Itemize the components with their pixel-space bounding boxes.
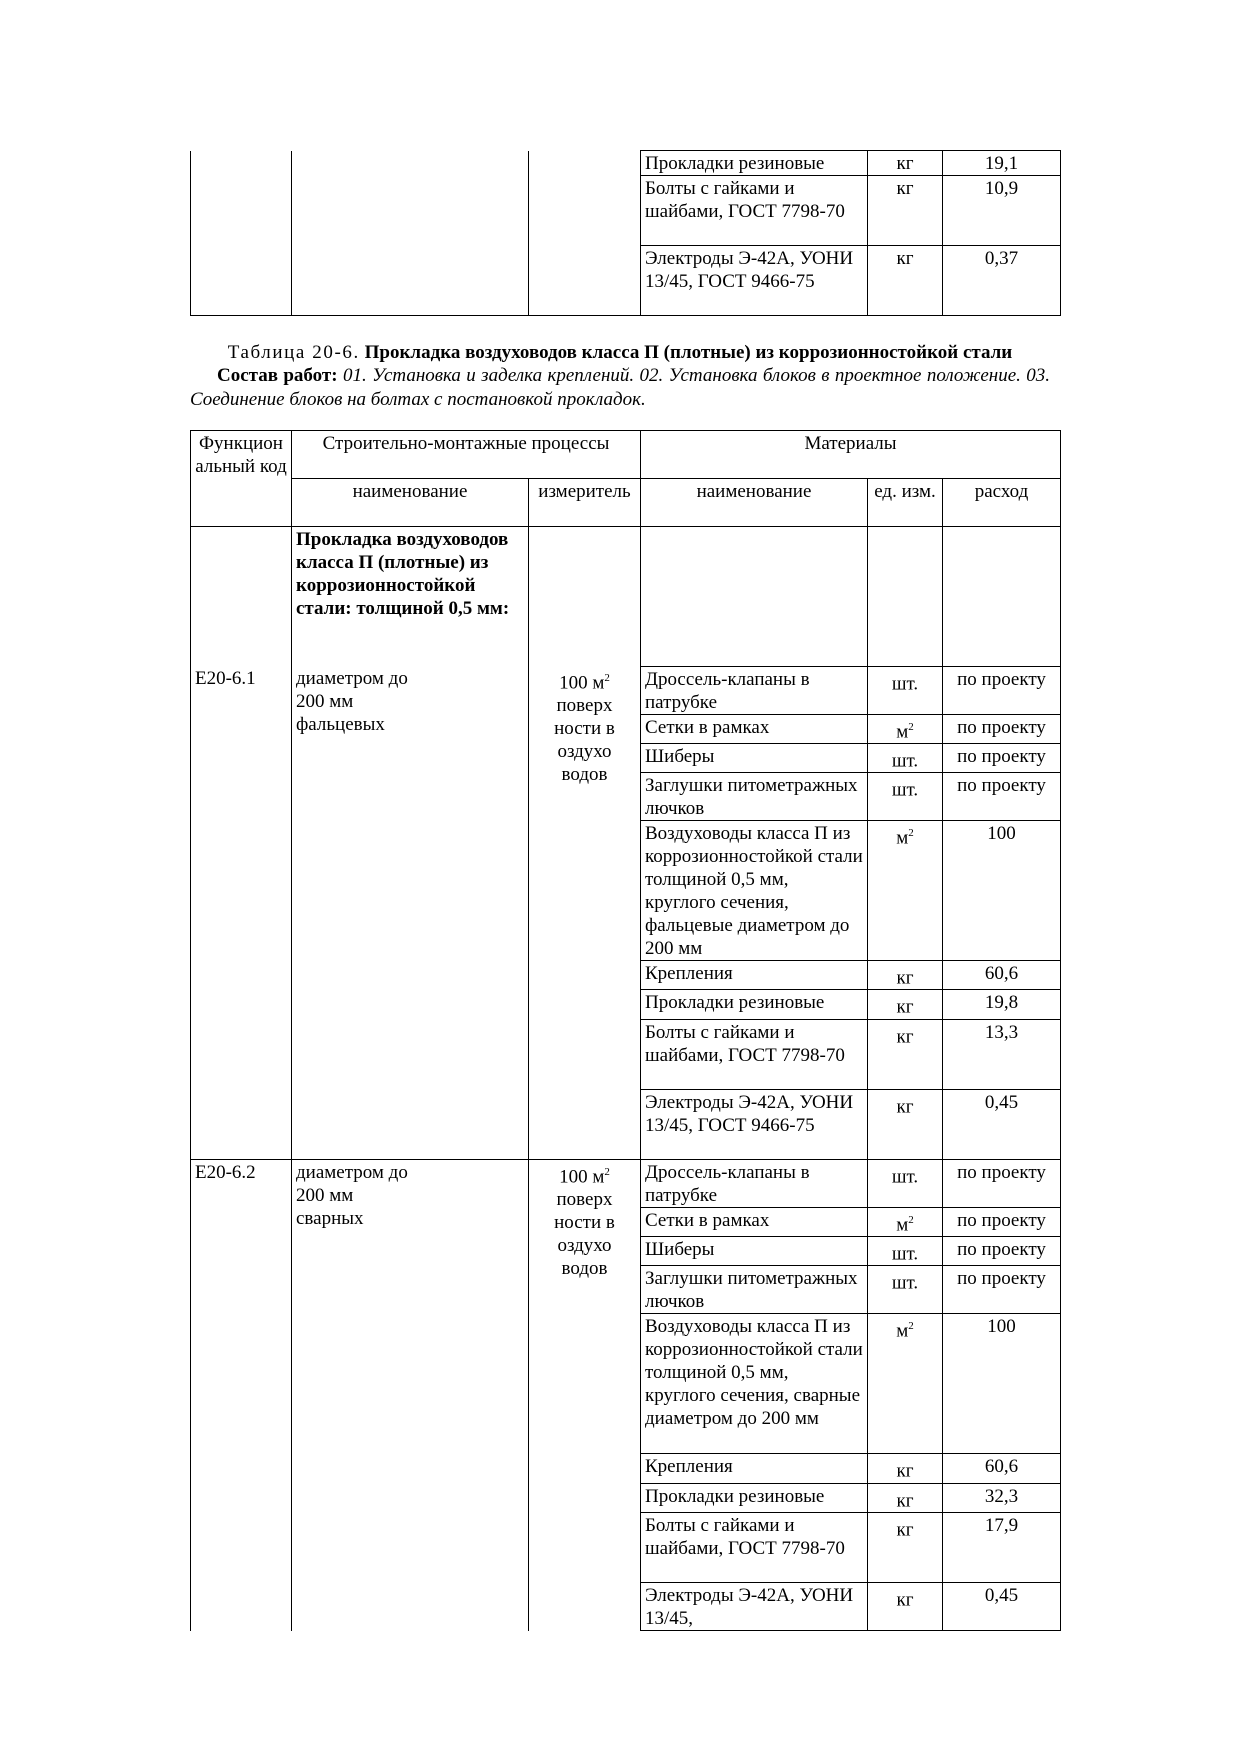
header-code: Функцион альный код (191, 431, 292, 527)
material-name: Сетки в рамках (641, 714, 868, 743)
work-composition (190, 364, 1050, 412)
item-description-line2: сварных (296, 1207, 364, 1229)
item-meter (529, 666, 641, 1159)
material-name: Болты с гайками и шайбами, ГОСТ 7798-70 (641, 176, 868, 246)
section-row (191, 527, 1061, 667)
material-name: Прокладки резиновые (641, 990, 868, 1019)
material-value: 0,45 (943, 1583, 1061, 1631)
main-table (190, 430, 1061, 1631)
unit-text: кг (896, 1026, 914, 1048)
material-value: по проекту (943, 743, 1061, 772)
material-name: Воздуховоды класса П из коррозионностойкой стали толщиной 0,5 мм, круглого сечения, сварные диаметром до 200 мм (641, 1314, 868, 1454)
material-value: 0,37 (943, 246, 1061, 316)
material-name: Болты с гайками и шайбами, ГОСТ 7798-70 (641, 1513, 868, 1583)
item-meter (529, 1159, 641, 1630)
item-description-line2: фальцевых (296, 714, 385, 735)
material-name: Электроды Э-42А, УОНИ 13/45, ГОСТ 9466-75 (641, 246, 868, 316)
material-value: 10,9 (943, 176, 1061, 246)
meter-value: 100 м (559, 1166, 605, 1188)
material-name: Электроды Э-42А, УОНИ 13/45, ГОСТ 9466-75 (641, 1089, 868, 1159)
header-unit: ед. изм. (868, 479, 943, 527)
unit-text: шт. (891, 750, 919, 772)
item-code: Е20-6.2 (191, 1159, 292, 1630)
meter-superscript: 2 (604, 1165, 610, 1178)
material-name-cell (641, 527, 868, 667)
material-unit (868, 773, 943, 821)
material-unit-cell (868, 527, 943, 667)
unit-text: кг (896, 996, 914, 1018)
unit-text: шт. (891, 672, 919, 694)
item-description (292, 666, 529, 1159)
unit-superscript: 2 (908, 720, 914, 733)
unit-text: кг (896, 967, 914, 989)
table-row (191, 666, 1061, 714)
material-name: Заглушки питометражных лючков (641, 773, 868, 821)
material-name: Прокладки резиновые (641, 1483, 868, 1512)
material-name: Прокладки резиновые (641, 151, 868, 176)
header-processes: Строительно-монтажные процессы (292, 431, 641, 479)
material-value: 19,8 (943, 990, 1061, 1019)
item-description-line1: диаметром до 200 мм (296, 1161, 408, 1206)
material-value: 13,3 (943, 1019, 1061, 1089)
material-value: 60,6 (943, 1454, 1061, 1483)
material-unit (868, 961, 943, 990)
material-unit (868, 1159, 943, 1207)
composition-label: Состав работ: (217, 365, 338, 386)
material-value: 0,45 (943, 1089, 1061, 1159)
unit-superscript: 2 (908, 827, 914, 840)
material-value: 100 (943, 1314, 1061, 1454)
material-name: Дроссель-клапаны в патрубке (641, 1159, 868, 1207)
unit-superscript: 2 (908, 1320, 914, 1333)
unit-text: кг (896, 1589, 914, 1611)
material-unit (868, 1019, 943, 1089)
material-name: Заглушки питометражных лючков (641, 1266, 868, 1314)
material-unit (868, 1314, 943, 1454)
material-unit: кг (868, 246, 943, 316)
material-name: Дроссель-клапаны в патрубке (641, 666, 868, 714)
unit-text: кг (896, 1519, 914, 1541)
material-value: 100 (943, 821, 1061, 961)
unit-text: м (896, 720, 909, 742)
composition-text: 01. Установка и заделка креплений. 02. Установка блоков в проектное положение. 03. Соединение блоков на болтах с постановкой прокладок. (190, 365, 1050, 410)
material-value: по проекту (943, 1207, 1061, 1236)
process-name-cell (292, 151, 529, 316)
item-description-line1: диаметром до 200 мм (296, 668, 408, 712)
unit-text: кг (896, 1096, 914, 1118)
item-code: Е20-6.1 (191, 666, 292, 1159)
material-unit (868, 821, 943, 961)
material-value: 60,6 (943, 961, 1061, 990)
material-value: 32,3 (943, 1483, 1061, 1512)
material-name: Воздуховоды класса П из коррозионностойкой стали толщиной 0,5 мм, круглого сечения, фальцевые диаметром до 200 мм (641, 821, 868, 961)
material-value: по проекту (943, 1159, 1061, 1207)
material-unit (868, 1089, 943, 1159)
unit-text: шт. (891, 1166, 919, 1188)
material-name: Болты с гайками и шайбами, ГОСТ 7798-70 (641, 1019, 868, 1089)
unit-text: кг (896, 1490, 914, 1512)
material-value: по проекту (943, 1237, 1061, 1266)
table-row (191, 1159, 1061, 1207)
material-name: Крепления (641, 961, 868, 990)
material-unit (868, 1266, 943, 1314)
material-unit (868, 714, 943, 743)
material-unit (868, 1483, 943, 1512)
material-value: 19,1 (943, 151, 1061, 176)
unit-superscript: 2 (908, 1213, 914, 1226)
material-name: Сетки в рамках (641, 1207, 868, 1236)
meter-value: 100 м (559, 672, 605, 694)
header-row (191, 479, 1061, 527)
unit-text: шт. (891, 1243, 919, 1265)
material-unit: кг (868, 176, 943, 246)
unit-text: м (896, 827, 909, 849)
material-name: Крепления (641, 1454, 868, 1483)
code-cell (191, 151, 292, 316)
table-caption (190, 342, 1050, 364)
header-row (191, 431, 1061, 479)
material-value: по проекту (943, 773, 1061, 821)
material-value-cell (943, 527, 1061, 667)
material-value: 17,9 (943, 1513, 1061, 1583)
material-name: Шиберы (641, 1237, 868, 1266)
material-unit (868, 1583, 943, 1631)
material-unit (868, 743, 943, 772)
meter-cell (529, 527, 641, 667)
unit-text: шт. (891, 1272, 919, 1294)
unit-text: кг (896, 1460, 914, 1482)
material-unit (868, 1454, 943, 1483)
material-unit (868, 1513, 943, 1583)
table-row (191, 151, 1061, 176)
material-value: по проекту (943, 666, 1061, 714)
header-name: наименование (292, 479, 529, 527)
section-title: Прокладка воздуховодов класса П (плотные) из коррозионностойкой стали: толщиной 0,5 мм: (292, 527, 529, 667)
material-unit: кг (868, 151, 943, 176)
material-unit (868, 990, 943, 1019)
meter-rest: поверх ности воздухо водов (554, 695, 615, 786)
material-unit (868, 666, 943, 714)
material-unit (868, 1207, 943, 1236)
material-value: по проекту (943, 1266, 1061, 1314)
meter-superscript: 2 (604, 672, 610, 684)
header-consumption: расход (943, 479, 1061, 527)
item-description (292, 1159, 529, 1630)
header-material-name: наименование (641, 479, 868, 527)
material-unit (868, 1237, 943, 1266)
table-label: Таблица 20-6. (227, 342, 360, 363)
material-name: Шиберы (641, 743, 868, 772)
code-cell (191, 527, 292, 667)
unit-text: м (896, 1320, 909, 1342)
unit-text: м (896, 1214, 909, 1236)
material-value: по проекту (943, 714, 1061, 743)
previous-table-continuation (190, 150, 1061, 316)
header-meter: измеритель (529, 479, 641, 527)
material-name: Электроды Э-42А, УОНИ 13/45, (641, 1583, 868, 1631)
table-title: Прокладка воздуховодов класса П (плотные) из коррозионностойкой стали (364, 342, 1013, 363)
header-materials: Материалы (641, 431, 1061, 479)
meter-cell (529, 151, 641, 316)
unit-text: шт. (891, 779, 919, 801)
table-bottom-edge (191, 316, 1061, 317)
meter-rest: поверх ности воздухо водов (554, 1189, 615, 1280)
